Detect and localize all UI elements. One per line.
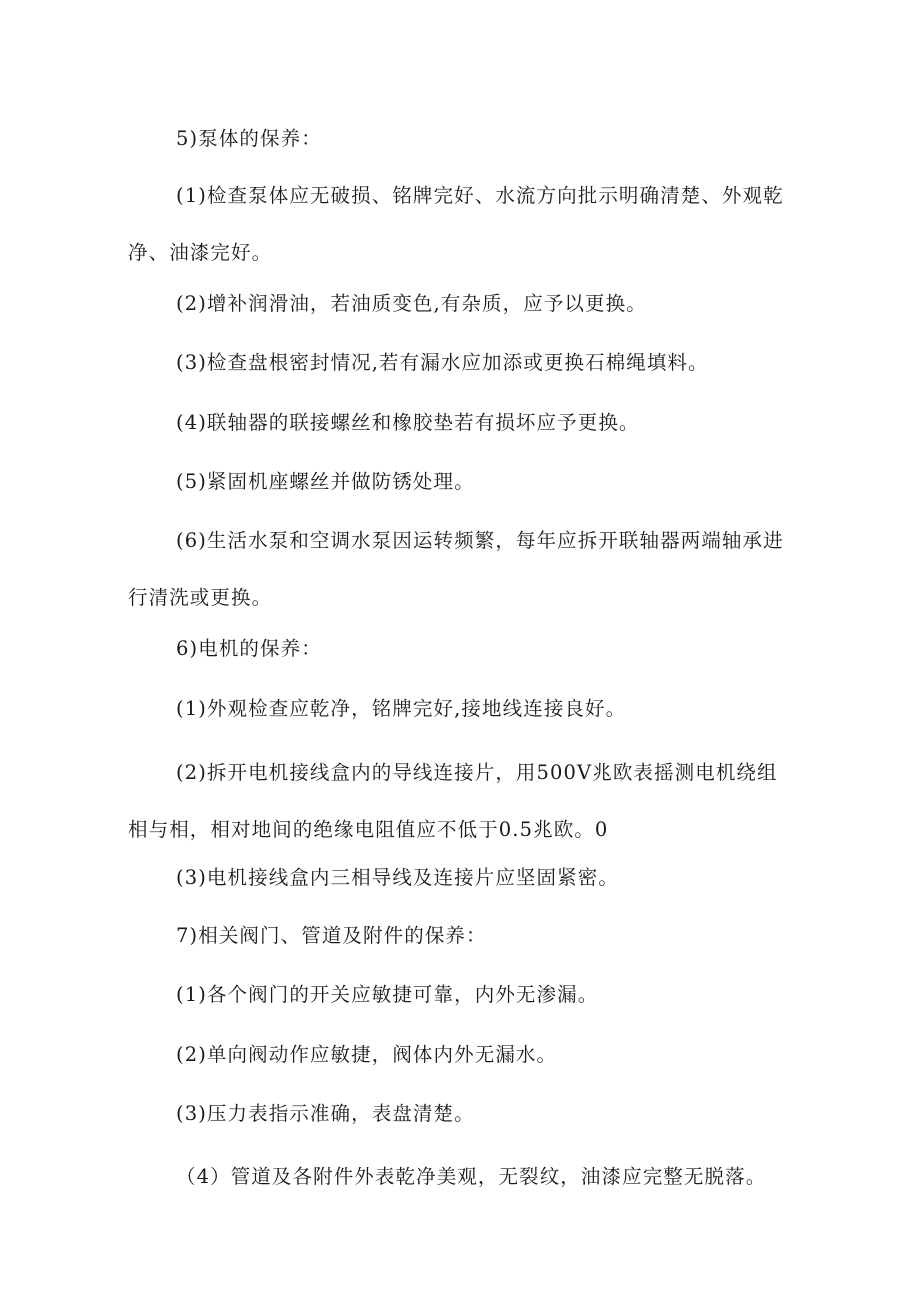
section-heading-motor-maintenance: 6)电机的保养： [176, 637, 322, 660]
paragraph-pump-item-5: (5)紧固机座螺丝并做防锈处理。 [176, 470, 475, 493]
section-heading-valves-maintenance: 7)相关阀门、管道及附件的保养： [176, 924, 487, 947]
paragraph-pump-item-1: (1)检查泵体应无破损、铭牌完好、水流方向批示明确清楚、外观乾净、油漆完好。 [128, 184, 784, 264]
paragraph-pump-item-2: (2)增补润滑油，若油质变色,有杂质，应予以更换。 [176, 292, 647, 315]
paragraph-valves-item-2: (2)单向阀动作应敏捷，阀体内外无漏水。 [176, 1043, 558, 1066]
paragraph-motor-item-1: (1)外观检查应乾净，铭牌完好,接地线连接良好。 [176, 697, 627, 720]
paragraph-pump-item-3: (3)检查盘根密封情况,若有漏水应加添或更换石棉绳填料。 [176, 351, 709, 374]
section-heading-pump-maintenance: 5)泵体的保养： [176, 127, 322, 150]
paragraph-valves-item-1: (1)各个阀门的开关应敏捷可靠，内外无渗漏。 [176, 983, 599, 1006]
paragraph-pump-item-6: (6)生活水泵和空调水泵因运转频繁，每年应拆开联轴器两端轴承进行清洗或更换。 [128, 529, 784, 609]
paragraph-valves-item-4: （4）管道及各附件外表乾净美观，无裂纹，油漆应完整无脱落。 [176, 1165, 767, 1188]
paragraph-motor-item-2: (2)拆开电机接线盒内的导线连接片，用500V兆欧表摇测电机绕组相与相，相对地间的绝缘电阻值应不低于0.5兆欧。0 [128, 761, 778, 841]
paragraph-motor-item-3: (3)电机接线盒内三相导线及连接片应坚固紧密。 [176, 866, 619, 889]
paragraph-valves-item-3: (3)压力表指示准确，表盘清楚。 [176, 1102, 475, 1125]
paragraph-pump-item-4: (4)联轴器的联接螺丝和橡胶垫若有损坏应予更换。 [176, 411, 640, 434]
